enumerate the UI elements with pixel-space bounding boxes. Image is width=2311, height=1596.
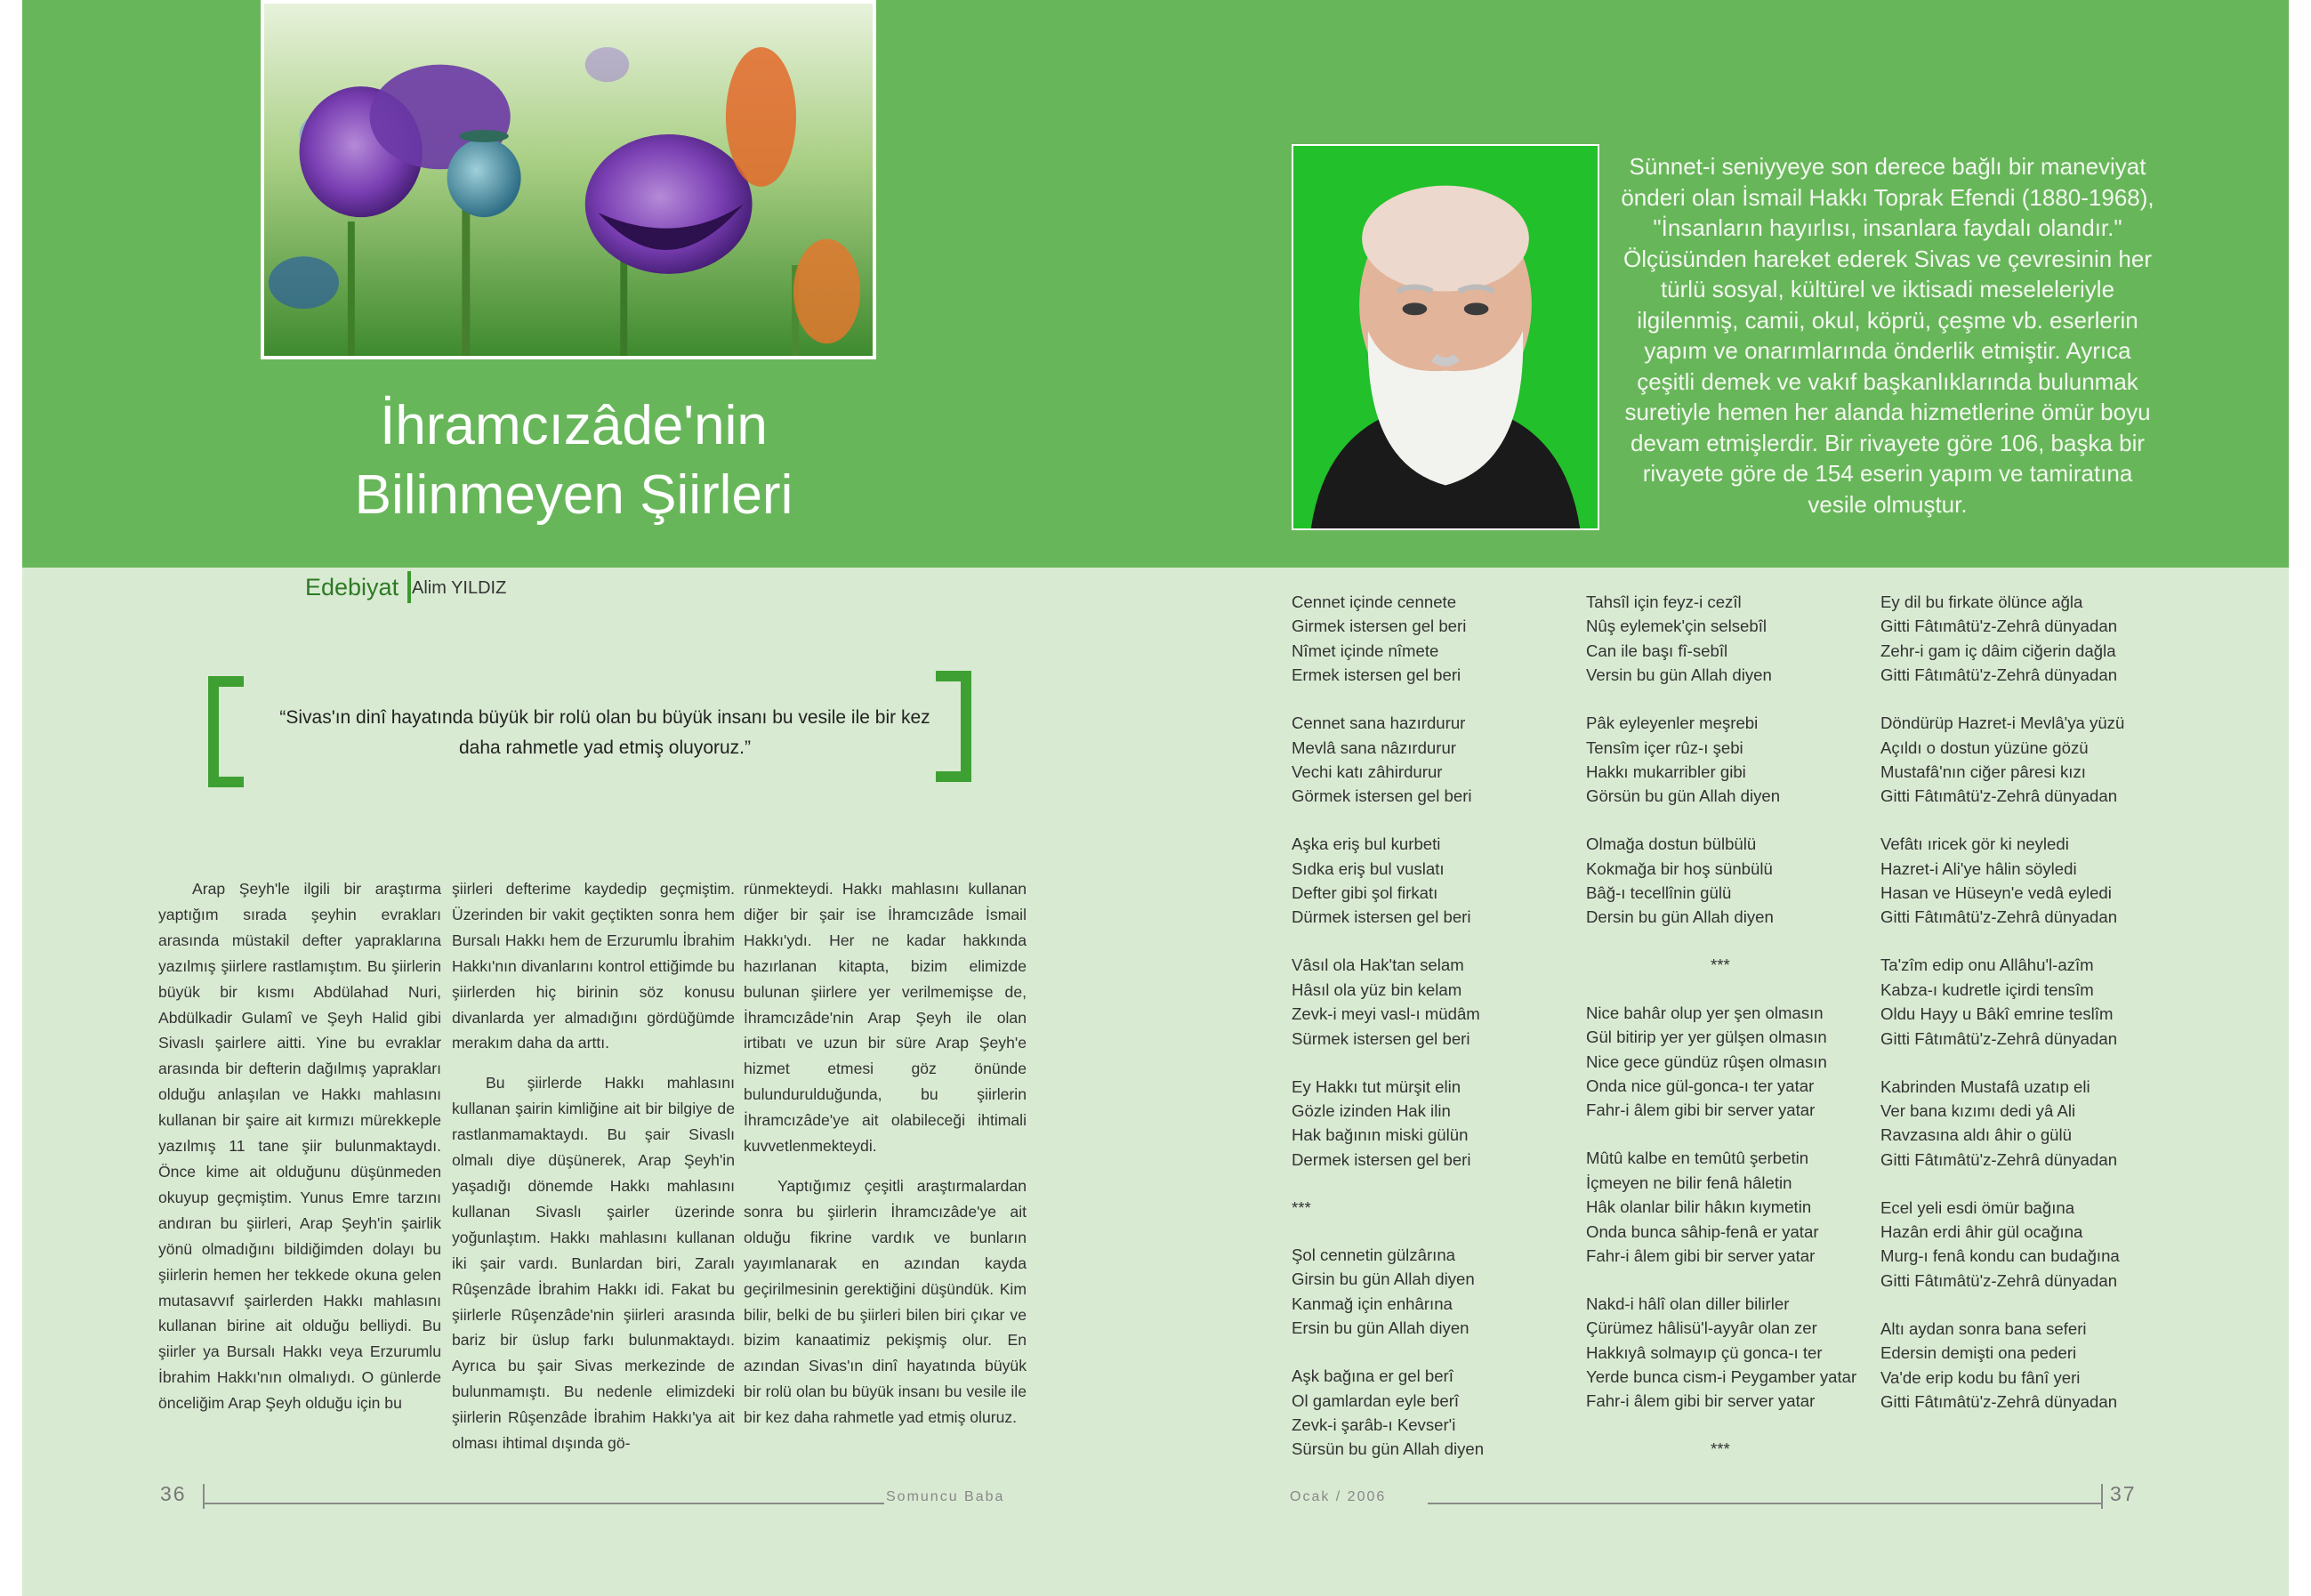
poem-line: Bâğ-ı tecellînin gülü: [1586, 883, 1732, 903]
article-column-1: [158, 876, 441, 1431]
poem-stanza: [1586, 711, 1871, 809]
poem-line: Defter gibi şol firkatı: [1292, 883, 1438, 903]
article-paragraph: Bu şiirlerde Hakkı mahlasını kullanan şairin kimliğine ait bir bilgiye de rastlanmamaktaydı. Bu şair Sivaslı olmalı diye düşünerek, Arap Şeyh'in yaşadığı dönemde Hakkı mahlasını kullanan Sivaslı şairler üzerinde yoğunlaştım. Hakkı mahlasını kullanan iki şair vardı. Bunlardan biri, Zaralı Rûşenzâde İbrahim Hakkı idi. Fakat bu şiirlerle Rûşenzâde'nin şiirleri arasında bariz bir üslup farkı bulunmaktaydı. Ayrıca bu şair Sivas merkezinde de bulunmamıştı. Bu nedenle elimizdeki şiirlerin Rûşenzâde İbrahim Hakkı'ya ait olması ihtimal dışında gö-: [452, 1074, 735, 1453]
poem-column-3: [1880, 590, 2165, 1438]
poem-line: Ecel yeli esdi ömür bağına: [1880, 1197, 2075, 1217]
title-line-2: Bilinmeyen Şiirleri: [354, 464, 793, 526]
poem-line: Nûş eylemek'çin selsebîl: [1586, 617, 1767, 636]
poem-stanza: [1292, 1243, 1576, 1341]
poem-line: Aşka eriş bul kurbeti: [1292, 834, 1441, 854]
pull-quote: “Sivas'ın dinî hayatında büyük bir rolü olan bu büyük insanı bu vesile ile bir kez daha rahmetle yad etmiş oluyoruz.”: [279, 707, 930, 758]
poem-line: Girsin bu gün Allah diyen: [1292, 1270, 1475, 1289]
poem-line: Nice gece gündüz rûşen olmasın: [1586, 1052, 1827, 1071]
poem-line: Gitti Fâtımâtü'z-Zehrâ dünyadan: [1880, 1270, 2118, 1290]
poem-line: Hazret-i Ali'ye hâlin söyledi: [1880, 858, 2077, 878]
poem-line: Cennet içinde cennete: [1292, 592, 1457, 611]
article-column-3: [744, 876, 1027, 1445]
poem-separator: [1586, 953, 1871, 977]
poem-line: Sıdka eriş bul vuslatı: [1292, 858, 1445, 878]
poem-line: Döndürüp Hazret-i Mevlâ'ya yüzü: [1880, 713, 2125, 733]
poem-line: Çürümez hâlisü'l-ayyâr olan zer: [1586, 1318, 1817, 1338]
poem-stanza: [1586, 1001, 1871, 1123]
poem-line: Gül bitirip yer yer gülşen olmasın: [1586, 1028, 1827, 1047]
poem-line: Ermek istersen gel beri: [1292, 665, 1461, 685]
poem-line: Pâk eyleyenler meşrebi: [1586, 713, 1759, 733]
poem-stanza: [1880, 711, 2165, 809]
poem-line: Gitti Fâtımâtü'z-Zehrâ dünyadan: [1880, 907, 2118, 927]
poem-separator: [1292, 1196, 1576, 1220]
poem-line: Fahr-i âlem gibi bir server yatar: [1586, 1100, 1816, 1120]
poem-line: Mûtû kalbe en temûtû şerbetin: [1586, 1149, 1809, 1168]
poem-line: Versin bu gün Allah diyen: [1586, 665, 1772, 685]
poem-line: Mustafâ'nın ciğer pâresi kızı: [1880, 762, 2086, 781]
issue-date: Ocak / 2006: [1290, 1489, 1387, 1504]
poem-line: Altı aydan sonra bana seferi: [1880, 1318, 2087, 1338]
poem-stanza: [1586, 590, 1871, 688]
poem-line: Mevlâ sana nâzırdurur: [1292, 738, 1456, 757]
poem-line: Görmek istersen gel beri: [1292, 786, 1472, 806]
poem-line: Gözle izinden Hak ilin: [1292, 1100, 1451, 1120]
poem-stanza: [1292, 1075, 1576, 1173]
poem-line: Hasan ve Hüseyn'e vedâ eyledi: [1880, 883, 2112, 903]
poem-line: Ey Hakkı tut mürşit elin: [1292, 1076, 1461, 1096]
poem-line: Hakkı mukarribler gibi: [1586, 762, 1746, 781]
poem-line: Dersin bu gün Allah diyen: [1586, 907, 1774, 927]
poem-line: Vefâtı ıricek gör ki neyledi: [1880, 834, 2069, 854]
poem-line: Gitti Fâtımâtü'z-Zehrâ dünyadan: [1880, 786, 2118, 806]
article-paragraph: Yaptığımız çeşitli araştırmalardan sonra bu şiirlerin İhramcızâde'ye ait olduğu fikrine vardık ve bunların yayımlanarak en azından kayda geçirilmesinin gerektiğini düşündük. Kim bilir, belki de bu şiirleri bilen biri çıkar ve bizim kanaatimiz pekişmiş olur. En azından Sivas'ın dinî hayatında büyük bir rolü olan bu büyük insanı bu vesile ile bir kez daha rahmetle yad etmiş oluruz.: [744, 1176, 1027, 1427]
poem-line: Va'de erip kodu bu fânî yeri: [1880, 1367, 2081, 1387]
footer-rule-left: [203, 1503, 884, 1504]
poem-stanza: [1880, 1196, 2165, 1294]
poem-line: Nice bahâr olup yer şen olmasın: [1586, 1003, 1824, 1022]
poem-column-2: [1586, 590, 1871, 1485]
poem-line: Kokmağa bir hoş sünbülü: [1586, 858, 1773, 878]
poem-stanza: [1586, 1146, 1871, 1268]
poem-line: Edersin demişti ona pederi: [1880, 1343, 2077, 1363]
article-paragraph: rünmekteydi. Hakkı mahlasını kullanan diğer bir şair ise İhramcızâde İsmail Hakkı'ydı. Her ne kadar hakkında hazırlanan kitapta, bizim elimizde bulunan şiirlere yer verilmemişse de, İhramcızâde'nin Arap Şeyh ile olan irtibatı ve uzun bir süre Arap Şeyh'e hizmet etmesi göz önünde bulundurulduğunda, bu şiirlerin İhramcızâde'ye ait olabileceği ihtimali kuvvetlenmekteydi.: [744, 880, 1027, 1156]
poem-line: Sürmek istersen gel beri: [1292, 1028, 1470, 1048]
poem-line: Gitti Fâtımâtü'z-Zehrâ dünyadan: [1880, 665, 2118, 685]
poem-stanza: [1880, 832, 2165, 930]
poem-line: Girmek istersen gel beri: [1292, 617, 1467, 636]
poem-line: Yerde bunca cism-i Peygamber yatar: [1586, 1367, 1857, 1387]
poem-line: Kabza-ı kudretle içirdi tensîm: [1880, 979, 2094, 999]
poem-line: Görsün bu gün Allah diyen: [1586, 786, 1781, 806]
flower-photo: [261, 0, 876, 359]
poem-line: Ver bana kızımı dedi yâ Ali: [1880, 1100, 2076, 1120]
article-paragraph: şiirleri defterime kaydedip geçmiştim. Üzerinden bir vakit geçtikten sonra hem Bursalı Hakkı hem de Erzurumlu İbrahim Hakkı'nın divanlarını kontrol ettiğimde bu şiirlerden hiç birinin söz konusu divanlarda yer almadığını gördüğümde merakım daha da arttı.: [452, 880, 735, 1052]
poem-line: Açıldı o dostun yüzüne gözü: [1880, 738, 2089, 757]
poem-line: Onda bunca sâhip-fenâ er yatar: [1586, 1221, 1819, 1241]
page-number-left: 36: [160, 1482, 187, 1505]
poem-line: Kanmağ için enhârına: [1292, 1294, 1453, 1313]
article-paragraph: Arap Şeyh'le ilgili bir araştırma yaptığım sırada şeyhin evrakları arasında müstakil defter yapraklarına yazılmış şiirlere rastlamıştım. Bu şiirlerin büyük bir kısmı Abdülahad Nuri, Abdülkadir Gulamî ve Şeyh Halid gibi Sivaslı şairlere aitti. Yine bu evraklar arasında bir defterin dağılmış yaprakları olduğu anlaşılan ve Hakkı mahlasını kullanan bir şaire ait kırmızı mürekkeple yazılmış 11 tane şiir bulunmaktaydı. Önce kime ait olduğunu düşünmeden okuyup geçmiştim. Yunus Emre tarzını andıran bu şiirleri, Arap Şeyh'in şairlik yönü olmadığını bildiğimden dolayı bu şiirlerin hemen her tekkede okuna gelen mutasavvıf şairlerden Hakkı mahlasını kullanan birine ait olduğu belliydi. Bu şiirler ya Bursalı Hakkı veya Erzurumlu İbrahim Hakkı'nın olmalıydı. O günlerde önceliğim Arap Şeyh olduğu için bu: [158, 880, 441, 1413]
poem-line: Hâk olanlar bilir hâkın kıymetin: [1586, 1197, 1812, 1217]
poem-stanza: [1292, 1364, 1576, 1462]
poem-line: Gitti Fâtımâtü'z-Zehrâ dünyadan: [1880, 617, 2118, 636]
poem-line: Dürmek istersen gel beri: [1292, 907, 1471, 927]
poem-stanza: [1292, 832, 1576, 930]
poem-stanza: [1880, 1075, 2165, 1173]
poem-line: Zevk-i şarâb-ı Kevser'i: [1292, 1415, 1456, 1434]
poem-line: Cennet sana hazırdurur: [1292, 713, 1466, 733]
section-label: Edebiyat: [305, 571, 411, 603]
quote-bracket-right: [936, 671, 971, 782]
poem-line: Oldu Hayy u Bâkî emrine teslîm: [1880, 1004, 2114, 1024]
poem-line: Vâsıl ola Hak'tan selam: [1292, 955, 1464, 975]
footer-rule-right: [1428, 1503, 2102, 1504]
poem-line: Gitti Fâtımâtü'z-Zehrâ dünyadan: [1880, 1149, 2118, 1169]
poem-line: Tensîm içer rûz-ı şebi: [1586, 738, 1743, 757]
page-number-right: 37: [2110, 1482, 2137, 1505]
poem-stanza: [1880, 953, 2165, 1051]
magazine-name: Somuncu Baba: [886, 1489, 1005, 1504]
poem-stanza: [1292, 590, 1576, 688]
poem-line: ***: [1292, 1197, 1311, 1217]
poem-line: Kabrinden Mustafâ uzatıp eli: [1880, 1076, 2090, 1096]
poem-line: Hazân erdi âhir gül ocağına: [1880, 1222, 2083, 1242]
article-column-2: [452, 876, 735, 1471]
poem-line: Tahsîl için feyz-i cezîl: [1586, 592, 1742, 611]
poem-stanza: [1880, 1317, 2165, 1415]
poem-line: Ta'zîm edip onu Allâhu'l-azîm: [1880, 955, 2094, 975]
poem-line: Sürsün bu gün Allah diyen: [1292, 1439, 1485, 1459]
poem-line: Gitti Fâtımâtü'z-Zehrâ dünyadan: [1880, 1028, 2118, 1048]
poem-stanza: [1586, 1292, 1871, 1414]
poem-line: Ey dil bu firkate ölünce ağla: [1880, 592, 2083, 611]
poem-stanza: [1880, 590, 2165, 688]
title-line-1: İhramcızâde'nin: [380, 395, 768, 456]
poem-line: Nakd-i hâlî olan diller bilirler: [1586, 1294, 1790, 1313]
poem-line: Hak bağının miski gülün: [1292, 1125, 1469, 1145]
poem-line: Aşk bağına er gel berî: [1292, 1366, 1453, 1386]
poem-line: ***: [1711, 1439, 1730, 1459]
author-name: Alim YILDIZ: [412, 578, 507, 598]
poem-line: İçmeyen ne bilir fenâ hâletin: [1586, 1173, 1792, 1192]
poem-line: Şol cennetin gülzârına: [1292, 1245, 1455, 1265]
poem-line: Murg-ı fenâ kondu can budağına: [1880, 1246, 2120, 1266]
poem-line: Onda nice gül-gonca-ı ter yatar: [1586, 1076, 1815, 1095]
quote-bracket-left: [208, 676, 244, 787]
portrait-photo: [1292, 144, 1599, 530]
poem-line: ***: [1711, 955, 1730, 975]
poem-line: Fahr-i âlem gibi bir server yatar: [1586, 1245, 1816, 1265]
poem-line: Can ile başı fî-sebîl: [1586, 641, 1728, 660]
article-title: [302, 391, 845, 530]
footer-divider-right: [2101, 1484, 2103, 1509]
poem-line: Nîmet içinde nîmete: [1292, 641, 1439, 660]
poem-line: Ersin bu gün Allah diyen: [1292, 1318, 1470, 1338]
poem-line: Zevk-i meyi vasl-ı müdâm: [1292, 1004, 1480, 1024]
poem-line: Olmağa dostun bülbülü: [1586, 834, 1757, 854]
poem-line: Ravzasına aldı âhir o gülü: [1880, 1125, 2072, 1145]
poem-line: Hakkıyâ solmayıp çü gonca-ı ter: [1586, 1342, 1823, 1362]
poem-column-1: [1292, 590, 1576, 1485]
poem-line: Fahr-i âlem gibi bir server yatar: [1586, 1391, 1816, 1411]
poem-line: Gitti Fâtımâtü'z-Zehrâ dünyadan: [1880, 1391, 2118, 1411]
poem-line: Zehr-i gam iç dâim ciğerin dağla: [1880, 641, 2116, 660]
poem-line: Vechi katı zâhirdurur: [1292, 762, 1443, 781]
poem-line: Ol gamlardan eyle berî: [1292, 1390, 1460, 1410]
intro-text: Sünnet-i seniyyeye son derece bağlı bir maneviyat önderi olan İsmail Hakkı Toprak Efendi (1880-1968), "İnsanların hayırlısı, insanlara faydalı olandır." Ölçüsünden hareket ederek Sivas ve çevresinin her türlü sosyal, kültürel ve iktisadi meseleleriyle ilgilenmiş, camii, okul, köprü, çeşme vb. eserlerin yapım ve onarımlarında önderlik etmiştir. Ayrıca çeşitli demek ve vakıf başkanlıklarında bulunmak suretiyle hemen her alanda hizmetlerine ömür boyu devam etmişlerdir. Bir rivayete göre 106, başka bir rivayete göre de 154 eserin yapım ve tamiratına vesile olmuştur.: [1621, 153, 2154, 518]
poem-stanza: [1292, 953, 1576, 1051]
poem-stanza: [1292, 711, 1576, 809]
poem-stanza: [1586, 832, 1871, 930]
footer-divider-left: [203, 1484, 205, 1509]
poem-separator: [1586, 1437, 1871, 1461]
poem-line: Hâsıl ola yüz bin kelam: [1292, 979, 1462, 999]
poem-line: Dermek istersen gel beri: [1292, 1149, 1471, 1169]
